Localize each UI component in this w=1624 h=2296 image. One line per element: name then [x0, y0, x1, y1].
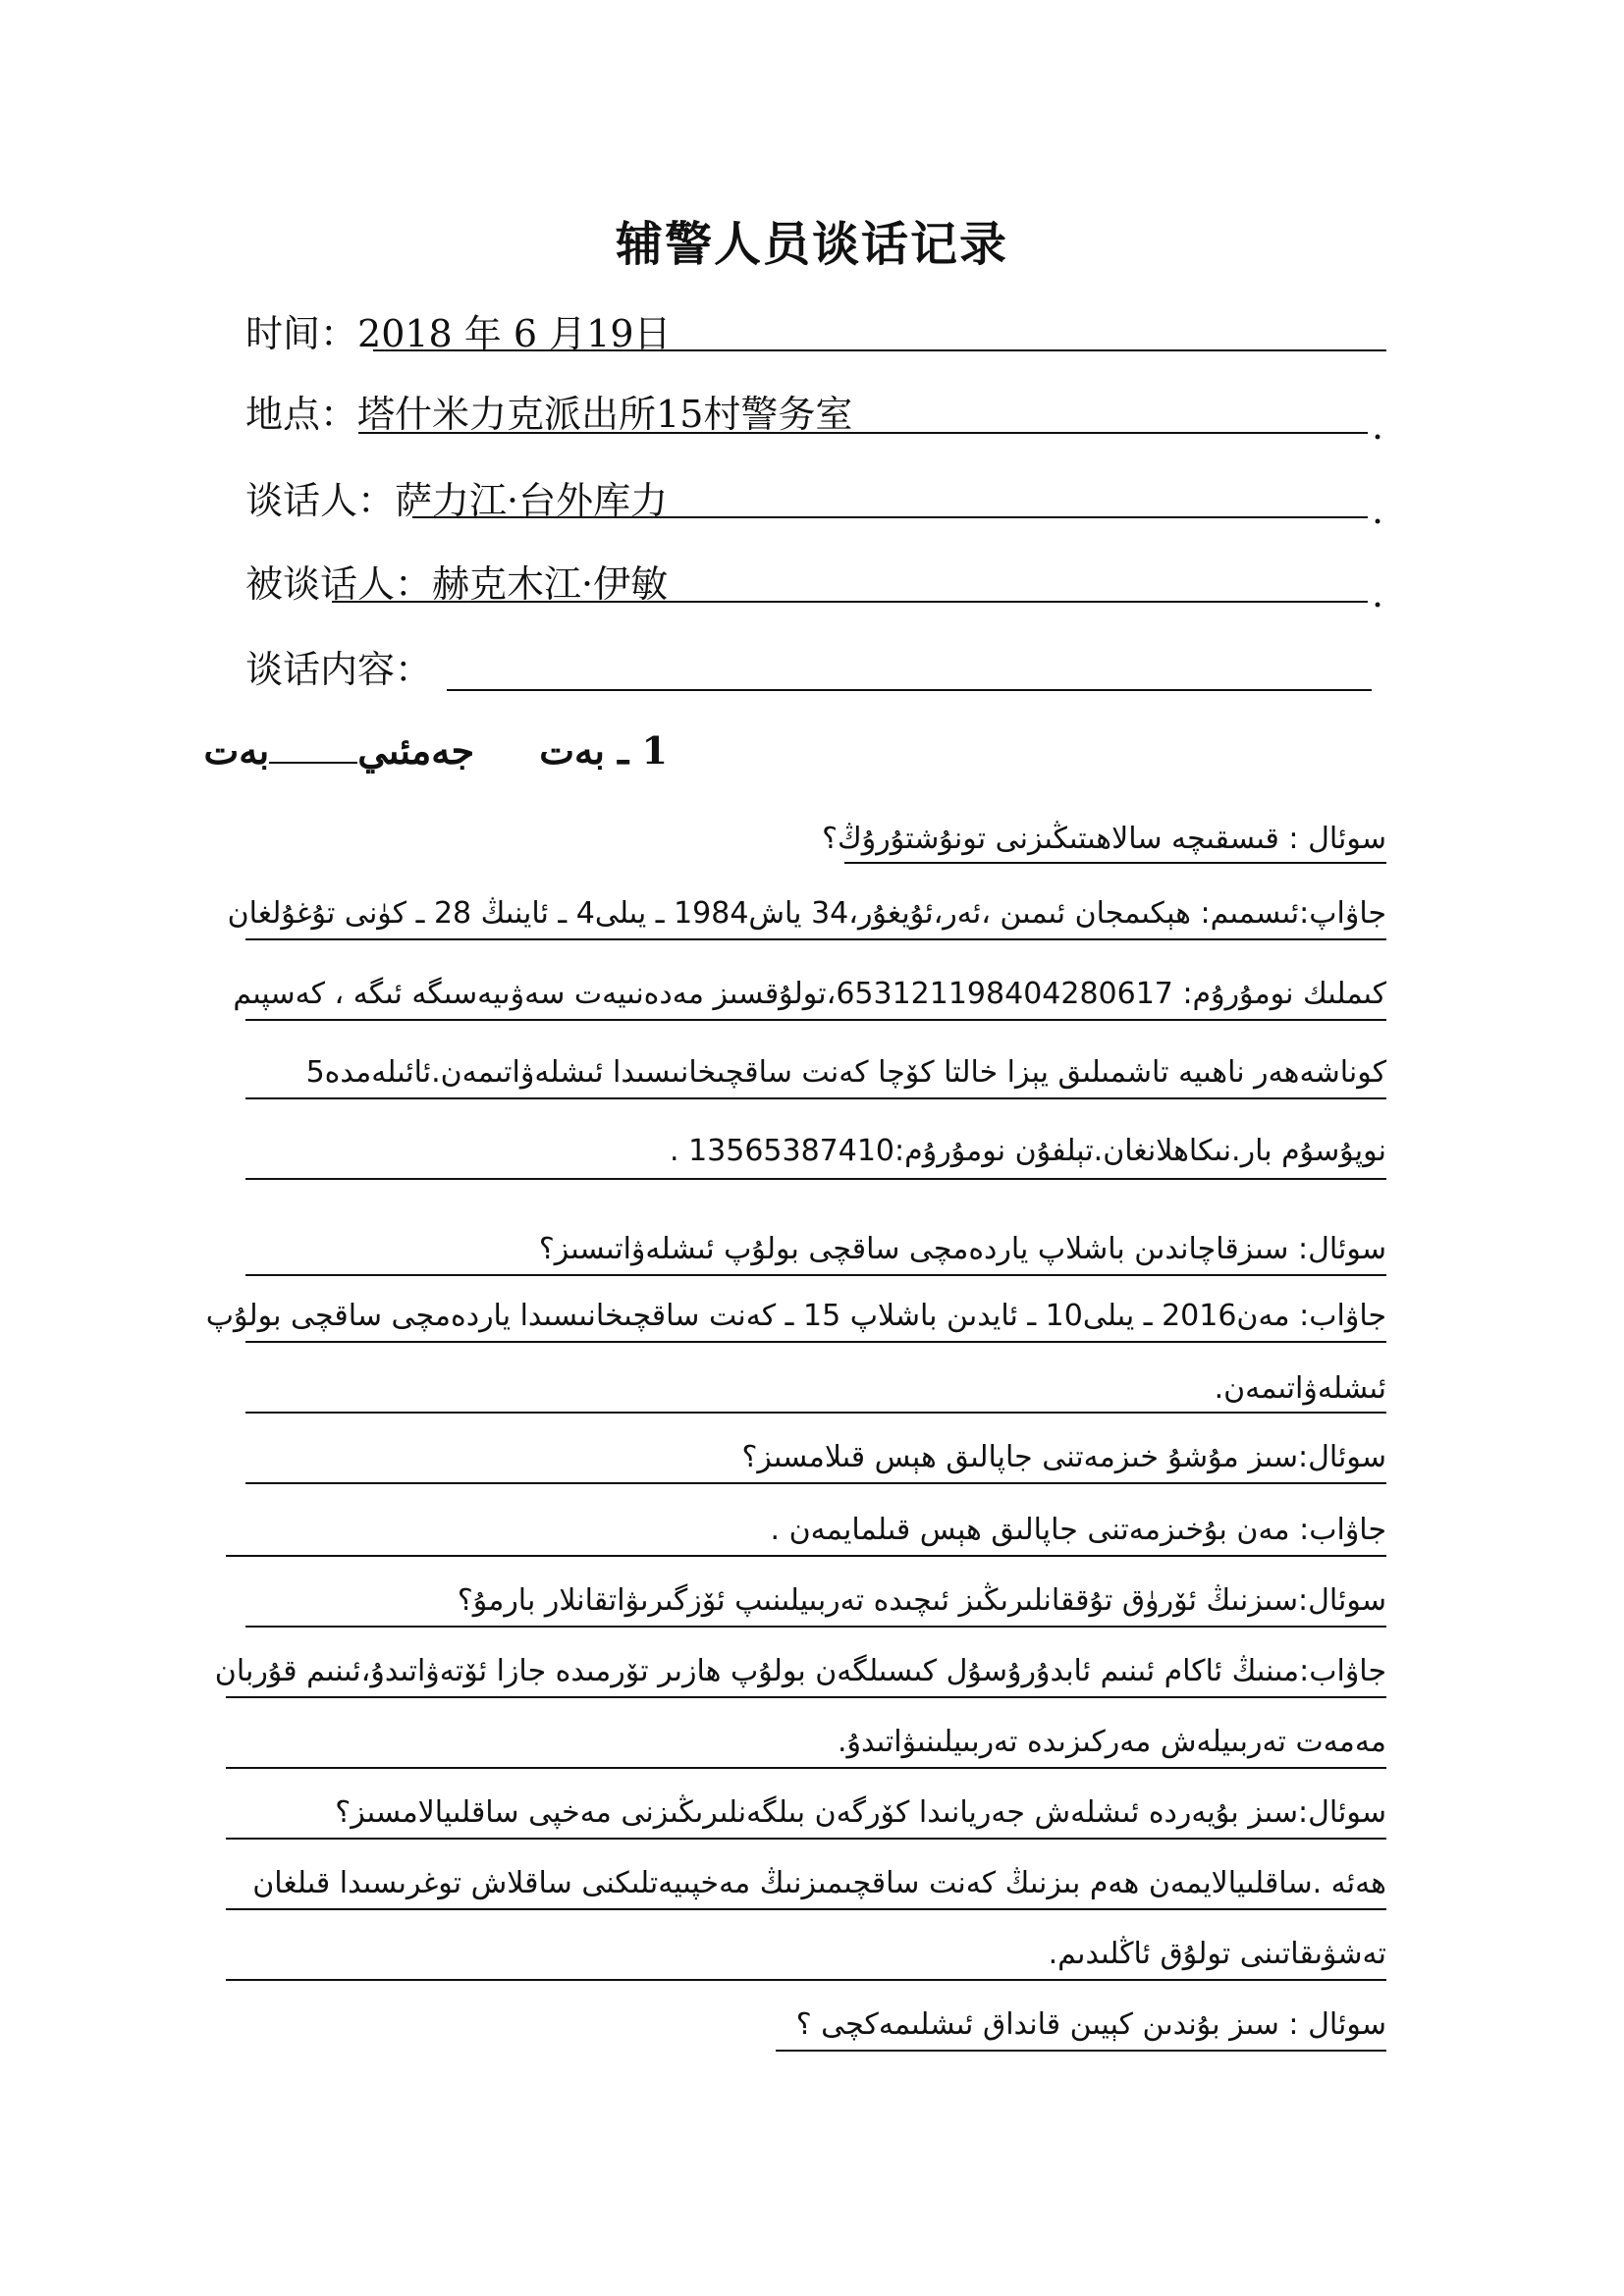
content-underline: [447, 689, 1372, 691]
interviewee-value: 赫克木江·伊敏: [432, 562, 669, 606]
speaker-underline: [412, 516, 1368, 518]
line-rule-1: [844, 862, 1386, 864]
question-line-4: سوئال:سىزنىڭ ئۆرۈق تۇققانلىرىڭىز ئىچىدە تەربىيلىنىپ ئۆزگىرىۋاتقانلار بارمۇ؟: [457, 1583, 1386, 1618]
line-rule-12: [226, 1696, 1386, 1698]
speaker-value: 萨力江·台外库力: [395, 479, 669, 522]
content-row: [245, 640, 432, 699]
place-label: 地点：: [245, 393, 358, 436]
time-underline: [373, 349, 1386, 351]
answer-line-2: كىملىك نومۇرۇم: 653121198404280617،تولۇقسىز مەدەنىيەت سەۋىيەسىگە ئىگە ، كەسپىم: [233, 977, 1386, 1011]
question-line-5: سوئال:سىز بۇيەردە ئىشلەش جەريانىدا كۆرگەن بىلگەنلىرىڭىزنى مەخپى ساقلىيالامسىز؟: [335, 1795, 1386, 1830]
line-rule-16: [226, 1979, 1386, 1981]
answer-line-10: ھەئە .ساقلىيالايمەن ھەم بىزنىڭ كەنت ساقچىمىزنىڭ مەخپىيەتلىكنى ساقلاش توغرىسىدا قىلغان: [252, 1866, 1386, 1900]
place-period: .: [1372, 404, 1384, 448]
answer-line-1: جاۋاپ:ئىسمىم: ھېكىمجان ئىمىن ،ئەر،ئۇيغۇر،34 ياش1984 ـ يىلى4 ـ ئاينىڭ 28 ـ كۈنى تۇغۇلغان: [227, 896, 1386, 931]
question-line-6: سوئال : سىز بۇندىن كېيىن قانداق ئىشلىمەكچى ؟: [795, 2007, 1386, 2042]
page-marker-blank: [269, 734, 357, 764]
line-rule-4: [245, 1097, 1386, 1099]
line-rule-3: [245, 1019, 1386, 1021]
line-rule-17: [776, 2050, 1386, 2052]
time-value: 2018 年 6 月19日: [357, 312, 672, 355]
place-underline: [358, 432, 1368, 434]
document-title: 辅警人员谈话记录: [615, 217, 1008, 272]
answer-line-5: جاۋاب: مەن2016 ـ يىلى10 ـ ئايدىن باشلاپ 15 ـ كەنت ساقچىخانىسىدا ياردەمچى ساقچى بولۇپ: [205, 1299, 1386, 1333]
interviewee-underline: [332, 601, 1368, 603]
question-line-1: سوئال : قىسقىچە سالاھىتىڭىزنى تونۇشتۇرۇڭ؟: [822, 822, 1386, 856]
line-rule-7: [245, 1341, 1386, 1343]
interviewee-label: 被谈话人：: [245, 562, 433, 606]
page-marker-part3: بەت: [203, 728, 270, 773]
place-value: 塔什米力克派出所15村警务室: [357, 393, 853, 436]
speaker-row: [245, 471, 668, 530]
line-rule-8: [245, 1412, 1386, 1414]
line-rule-10: [226, 1555, 1386, 1557]
line-rule-15: [226, 1908, 1386, 1910]
answer-line-6: ئىشلەۋاتىمەن.: [1214, 1371, 1386, 1406]
answer-line-11: تەشۋىقاتىنى تولۇق ئاڭلىدىم.: [1048, 1937, 1386, 1971]
content-label: 谈话内容：: [245, 648, 433, 691]
line-rule-14: [226, 1838, 1386, 1840]
time-row: [245, 304, 672, 363]
page-marker: [203, 721, 668, 780]
line-rule-13: [226, 1767, 1386, 1769]
speaker-label: 谈话人：: [245, 479, 396, 522]
speaker-period: .: [1372, 489, 1384, 532]
answer-line-8: جاۋاب:مىنىڭ ئاكام ئىنىم ئابدۇرۇسۇل كىسىلگەن بولۇپ ھازىر تۆرمىدە جازا ئۆتەۋاتىدۇ،ئىنىم قۇربان: [214, 1654, 1386, 1688]
interviewee-row: [245, 555, 668, 614]
question-line-2: سوئال: سىزقاچاندىن باشلاپ ياردەمچى ساقچى بولۇپ ئىشلەۋاتىسىز؟: [538, 1232, 1386, 1266]
answer-line-3: كوناشەھەر ناھىيە تاشمىلىق يېزا خالتا كۆچا كەنت ساقچىخانىسىدا ئىشلەۋاتىمەن.ئائىلەمدە5: [305, 1055, 1386, 1090]
line-rule-5: [245, 1178, 1386, 1180]
answer-line-7: جاۋاب: مەن بۇخىزمەتنى جاپالىق ھېس قىلمايمەن .: [770, 1513, 1386, 1547]
line-rule-2: [245, 938, 1386, 940]
interviewee-period: .: [1372, 572, 1384, 615]
place-row: [245, 385, 852, 444]
time-label: 时间：: [245, 312, 358, 355]
answer-line-4: نوپۇسۇم بار.نىكاھلانغان.تېلفۇن نومۇرۇم:13565387410 .: [669, 1134, 1386, 1168]
line-rule-11: [245, 1626, 1386, 1628]
page-marker-part2: جەمئىي: [357, 728, 475, 773]
line-rule-9: [245, 1482, 1386, 1484]
question-line-3: سوئال:سىز مۇشۇ خىزمەتنى جاپالىق ھېس قىلامسىز؟: [741, 1440, 1386, 1474]
answer-line-9: مەمەت تەربىيلەش مەركىزىدە تەربىيلىنىۋاتىدۇ.: [838, 1725, 1386, 1759]
page-marker-part1: 1 ـ بەت: [539, 728, 668, 773]
line-rule-6: [245, 1274, 1386, 1276]
